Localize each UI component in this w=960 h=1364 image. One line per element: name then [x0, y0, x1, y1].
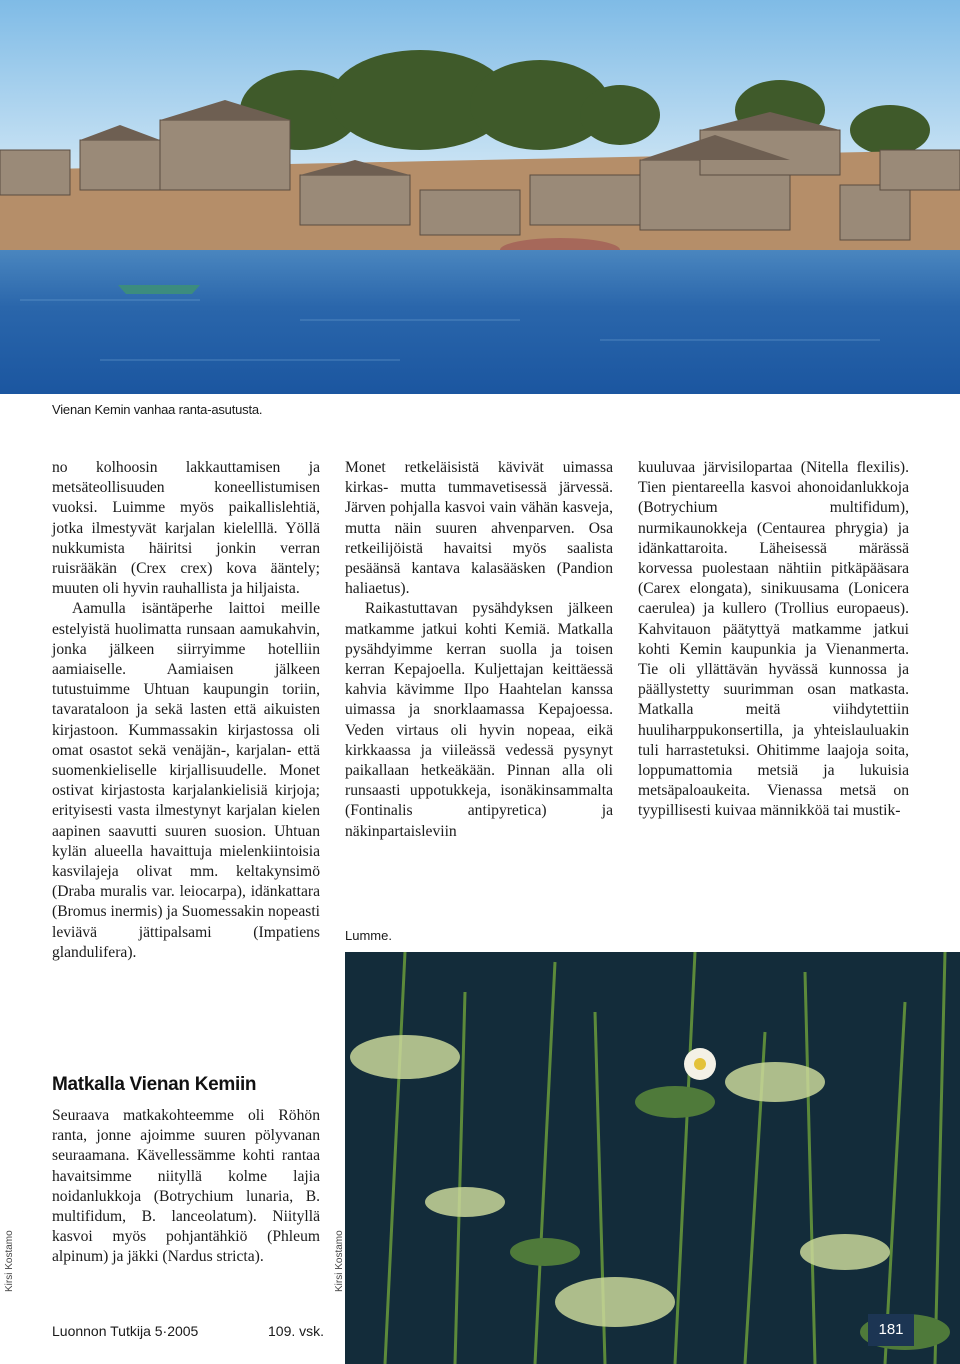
paragraph: no kolhoosin lakkauttamisen ja metsäteollisuuden koneellistumisen vuoksi. Luimme myös paikallislehtiä, jotka ilmestyvät karjalan kielelllä. Yöllä nukkumista häiritsi jonkin verran ruisrääkän (Crex crex) kova ääntely; muuten oli hyvin rauhallista ja hiljaista.: [52, 459, 320, 598]
paragraph: kuuluvaa järvisilopartaa (Nitella flexilis). Tien pientareella kasvoi ahonoidanlukkoja (Botrychium multifidum), nurmikaunokkeja (Centaurea phrygia) ja idänkattaroita. Läheisessä märässä korvessa puolestaan nähtiin pitkäpääsara (Carex elongata), sinikuusama (Lonicera caerulea) ja kullero (Trollius europaeus). Kahvitauon päätyttyä matkamme jatkui kohti Kemin kaupunkia ja Vienanmerta. Tie oli yllättävän hyvässä kunnossa ja päällystetty suurimman osan matkasta. Matkalla meitä viihdytettiin huuliharppukonsertilla, ja yhteislauluakin tuli harrastetuksi. Ohitimme laajoja soita, loppumattomia metsiä ja lukuisia metsäpaloaukeita. Vienassa metsä on tyypillisesti kuivaa männikköä tai mustik-: [638, 459, 909, 820]
paragraph: Monet retkeläisistä kävivät uimassa kirkas- mutta tummavetisessä järvessä. Järven pohjalla kasvoi vain vähän kasveja, mutta näin suuren ahvenparven. Osa retkeilijöistä havaitsi myös saalista pesäänsä kantava kalasääsken (Pandion haliaetus).: [345, 459, 613, 598]
section-heading: Matkalla Vienan Kemiin: [52, 1074, 257, 1095]
paragraph: Aamulla isäntäperhe laittoi meille estelyistä huolimatta runsaan aamukahvin, jonka jälkeen siirryimme hotelliin aamiaiselle. Aamiaisen jälkeen tutustuimme Uhtuan kaupungin toriin, tavarataloon ja sekä lasten että aikuisten kirjastoon. Kummassakin kirjastossa oli omat osastot sekä venäjän-, karjalan- että suomenkieliselle kirjallisuudelle. Monet ostivat kirjastosta karjalankielisiä kirjoja; erityisesti vasta ilmestynyt karjalan kielen aapinen saavutti suuren suosion. Uhtuan kylän alueella havaittuja mielenkiintoisia kasvilajeja olivat mm. keltakynsimö (Draba muralis var. leiocarpa), idänkattara (Bromus inermis) ja Suomessakin nopeasti leviävä jättipalsami (Impatiens glandulifera).: [52, 600, 320, 961]
boat-shape: [118, 285, 200, 294]
photo-credit: Kirsi Kostamo: [4, 1230, 15, 1292]
article-column-2: [345, 458, 613, 842]
page-number: 181: [868, 1314, 914, 1346]
paragraph: Seuraava matkakohteemme oli Röhön ranta, jonne ajoimme suuren pölyvanan seuraamana. Kävellessämme kohti rantaa havaitsimme niityllä kolme lajia noidanlukkoja (Botrychium lunaria, B. multifidum, B. lanceolatum). Niityllä kasvoi myös pohjantähkiö (Phleum alpinum) ja jäkki (Nardus stricta).: [52, 1107, 320, 1266]
journal-name: Luonnon Tutkija 5·2005: [52, 1323, 199, 1339]
article-column-1: [52, 458, 320, 963]
lily-photo-caption: Lumme.: [345, 928, 392, 943]
article-column-3: [638, 458, 909, 822]
water-lily-illustration: [345, 952, 960, 1364]
water-lily-photo: [345, 952, 960, 1364]
village-shore-photo: [0, 0, 960, 394]
photo-credit: Kirsi Kostamo: [334, 1230, 345, 1292]
paragraph: Raikastuttavan pysähdyksen jälkeen matkamme jatkui kohti Kemiä. Matkalla pysähdyimme kerran suolla ja toisen kerran Kepajoella. Kuljettajan keittäessä kahvia kävimme Ilpo Haahtelan kanssa uimassa ja snorklaamassa Kepajoessa. Veden virtaus oli hyvin nopeaa, eikä kirkkaassa ja viileässä vedessä pysynyt paikallaan hetkeäkään. Pinnan alla oli runsaasti uppotukkeja, isonäkinsammalta (Fontinalis antipyretica) ja näkinpartaisleviin: [345, 600, 613, 840]
volume-label: 109. vsk.: [268, 1323, 325, 1339]
article-section-text: [52, 1106, 320, 1268]
village-shore-illustration: [0, 0, 960, 394]
top-photo-caption: Vienan Kemin vanhaa ranta-asutusta.: [52, 402, 263, 417]
water-lily-flower: [684, 1048, 716, 1080]
